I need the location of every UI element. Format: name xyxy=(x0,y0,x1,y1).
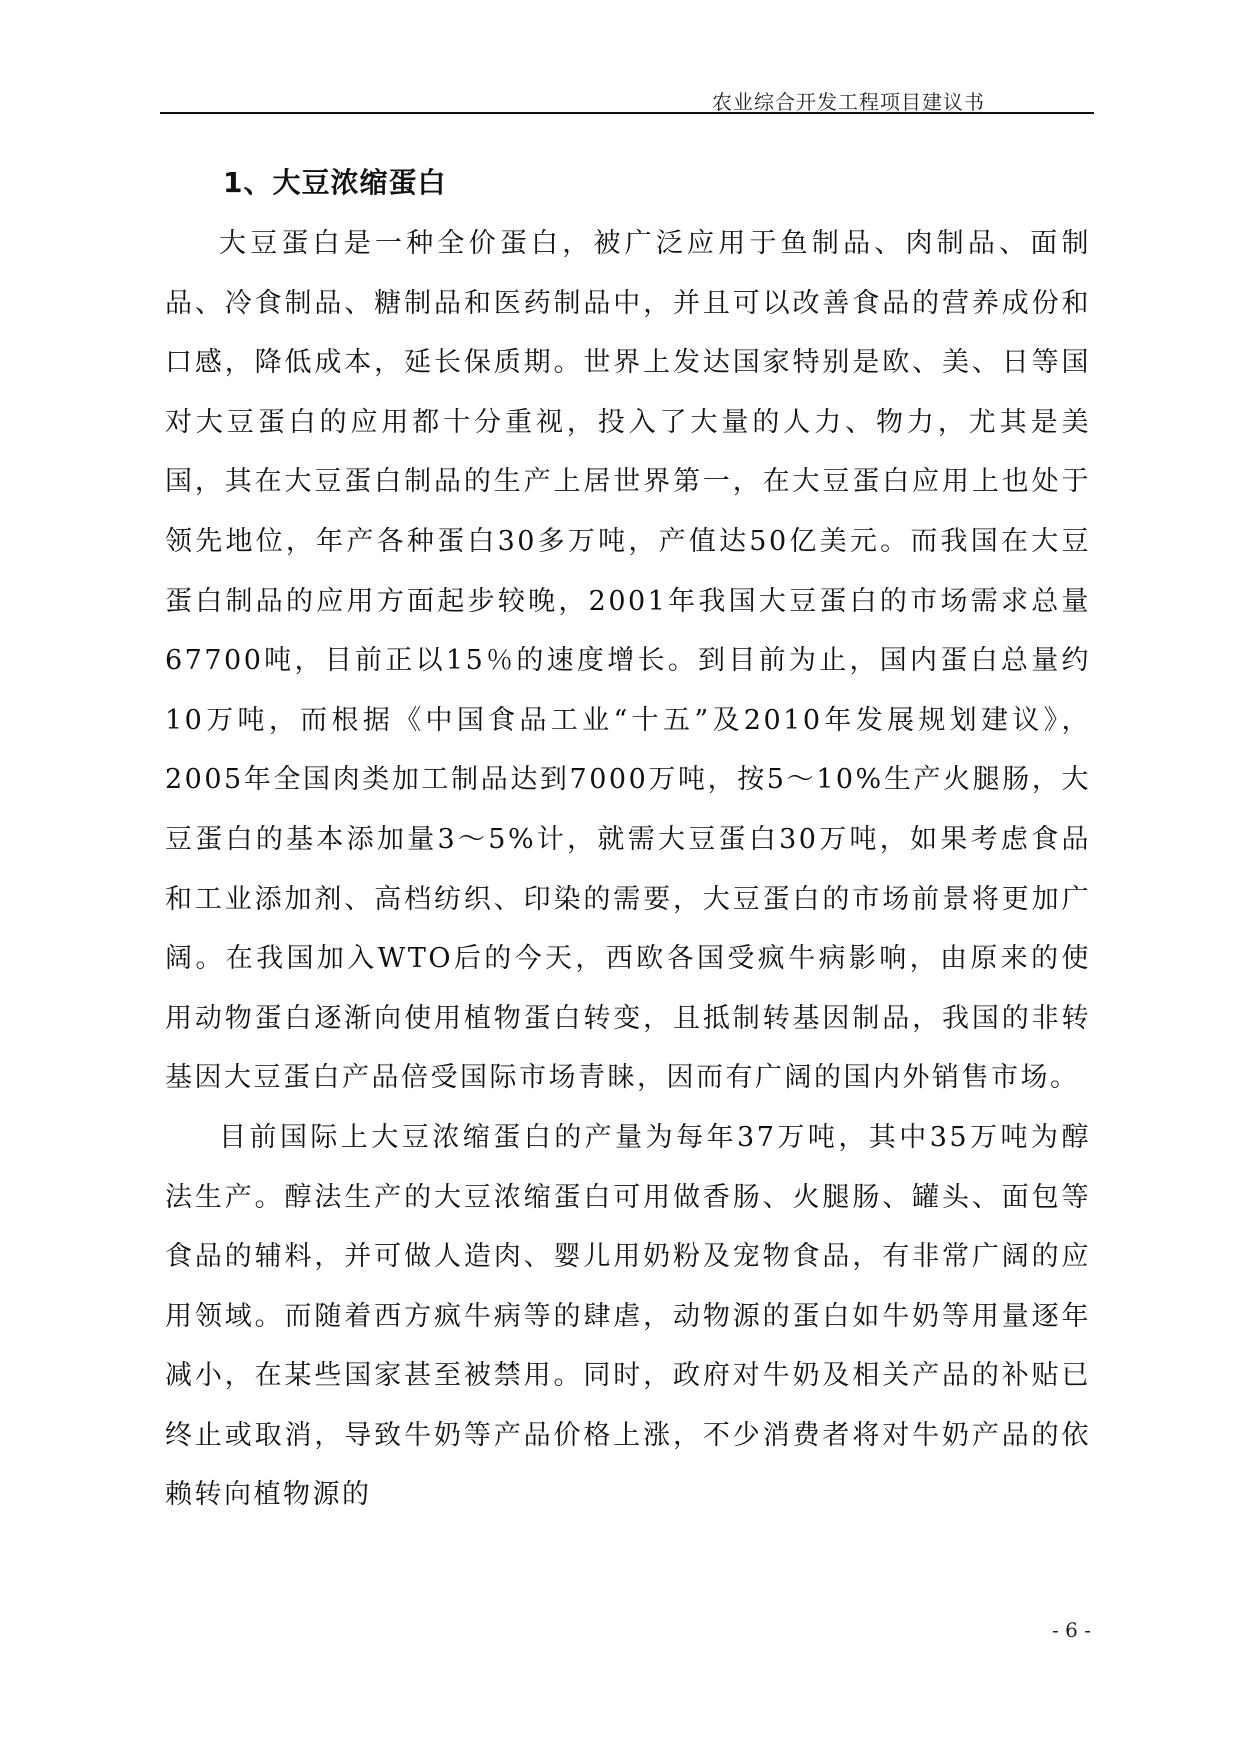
document-body xyxy=(165,152,1091,1525)
page-number: - 6 - xyxy=(1052,1618,1091,1642)
running-header: 农业综合开发工程项目建议书 xyxy=(712,90,985,114)
section-heading: 1、大豆浓缩蛋白 xyxy=(223,166,447,199)
header-divider xyxy=(160,112,1094,114)
paragraph: 目前国际上大豆浓缩蛋白的产量为每年37万吨，其中35万吨为醇法生产。醇法生产的大豆浓缩蛋白可用做香肠、火腿肠、罐头、面包等食品的辅料，并可做人造肉、婴儿用奶粉及宠物食品，有非常广阔的应用领域。而随着西方疯牛病等的肆虐，动物源的蛋白如牛奶等用量逐年减小，在某些国家甚至被禁用。同时，政府对牛奶及相关产品的补贴已终止或取消，导致牛奶等产品价格上涨，不少消费者将对牛奶产品的依赖转向植物源的 xyxy=(165,1121,1091,1511)
paragraph: 大豆蛋白是一种全价蛋白，被广泛应用于鱼制品、肉制品、面制品、冷食制品、糖制品和医药制品中，并且可以改善食品的营养成份和口感，降低成本，延长保质期。世界上发达国家特别是欧、美、日等国对大豆蛋白的应用都十分重视，投入了大量的人力、物力，尤其是美国，其在大豆蛋白制品的生产上居世界第一，在大豆蛋白应用上也处于领先地位，年产各种蛋白30多万吨，产值达50亿美元。而我国在大豆蛋白制品的应用方面起步较晚，2001年我国大豆蛋白的市场需求总量67700吨，目前正以15％的速度增长。到目前为止，国内蛋白总量约10万吨，而根据《中国食品工业“十五”及2010年发展规划建议》，2005年全国肉类加工制品达到7000万吨，按5～10%生产火腿肠，大豆蛋白的基本添加量3～5%计，就需大豆蛋白30万吨，如果考虑食品和工业添加剂、高档纺织、印染的需要，大豆蛋白的市场前景将更加广阔。在我国加入WTO后的今天，西欧各国受疯牛病影响，由原来的使用动物蛋白逐渐向使用植物蛋白转变，且抵制转基因制品，我国的非转基因大豆蛋白产品倍受国际市场青睐，因而有广阔的国内外销售市场。 xyxy=(165,228,1091,1094)
